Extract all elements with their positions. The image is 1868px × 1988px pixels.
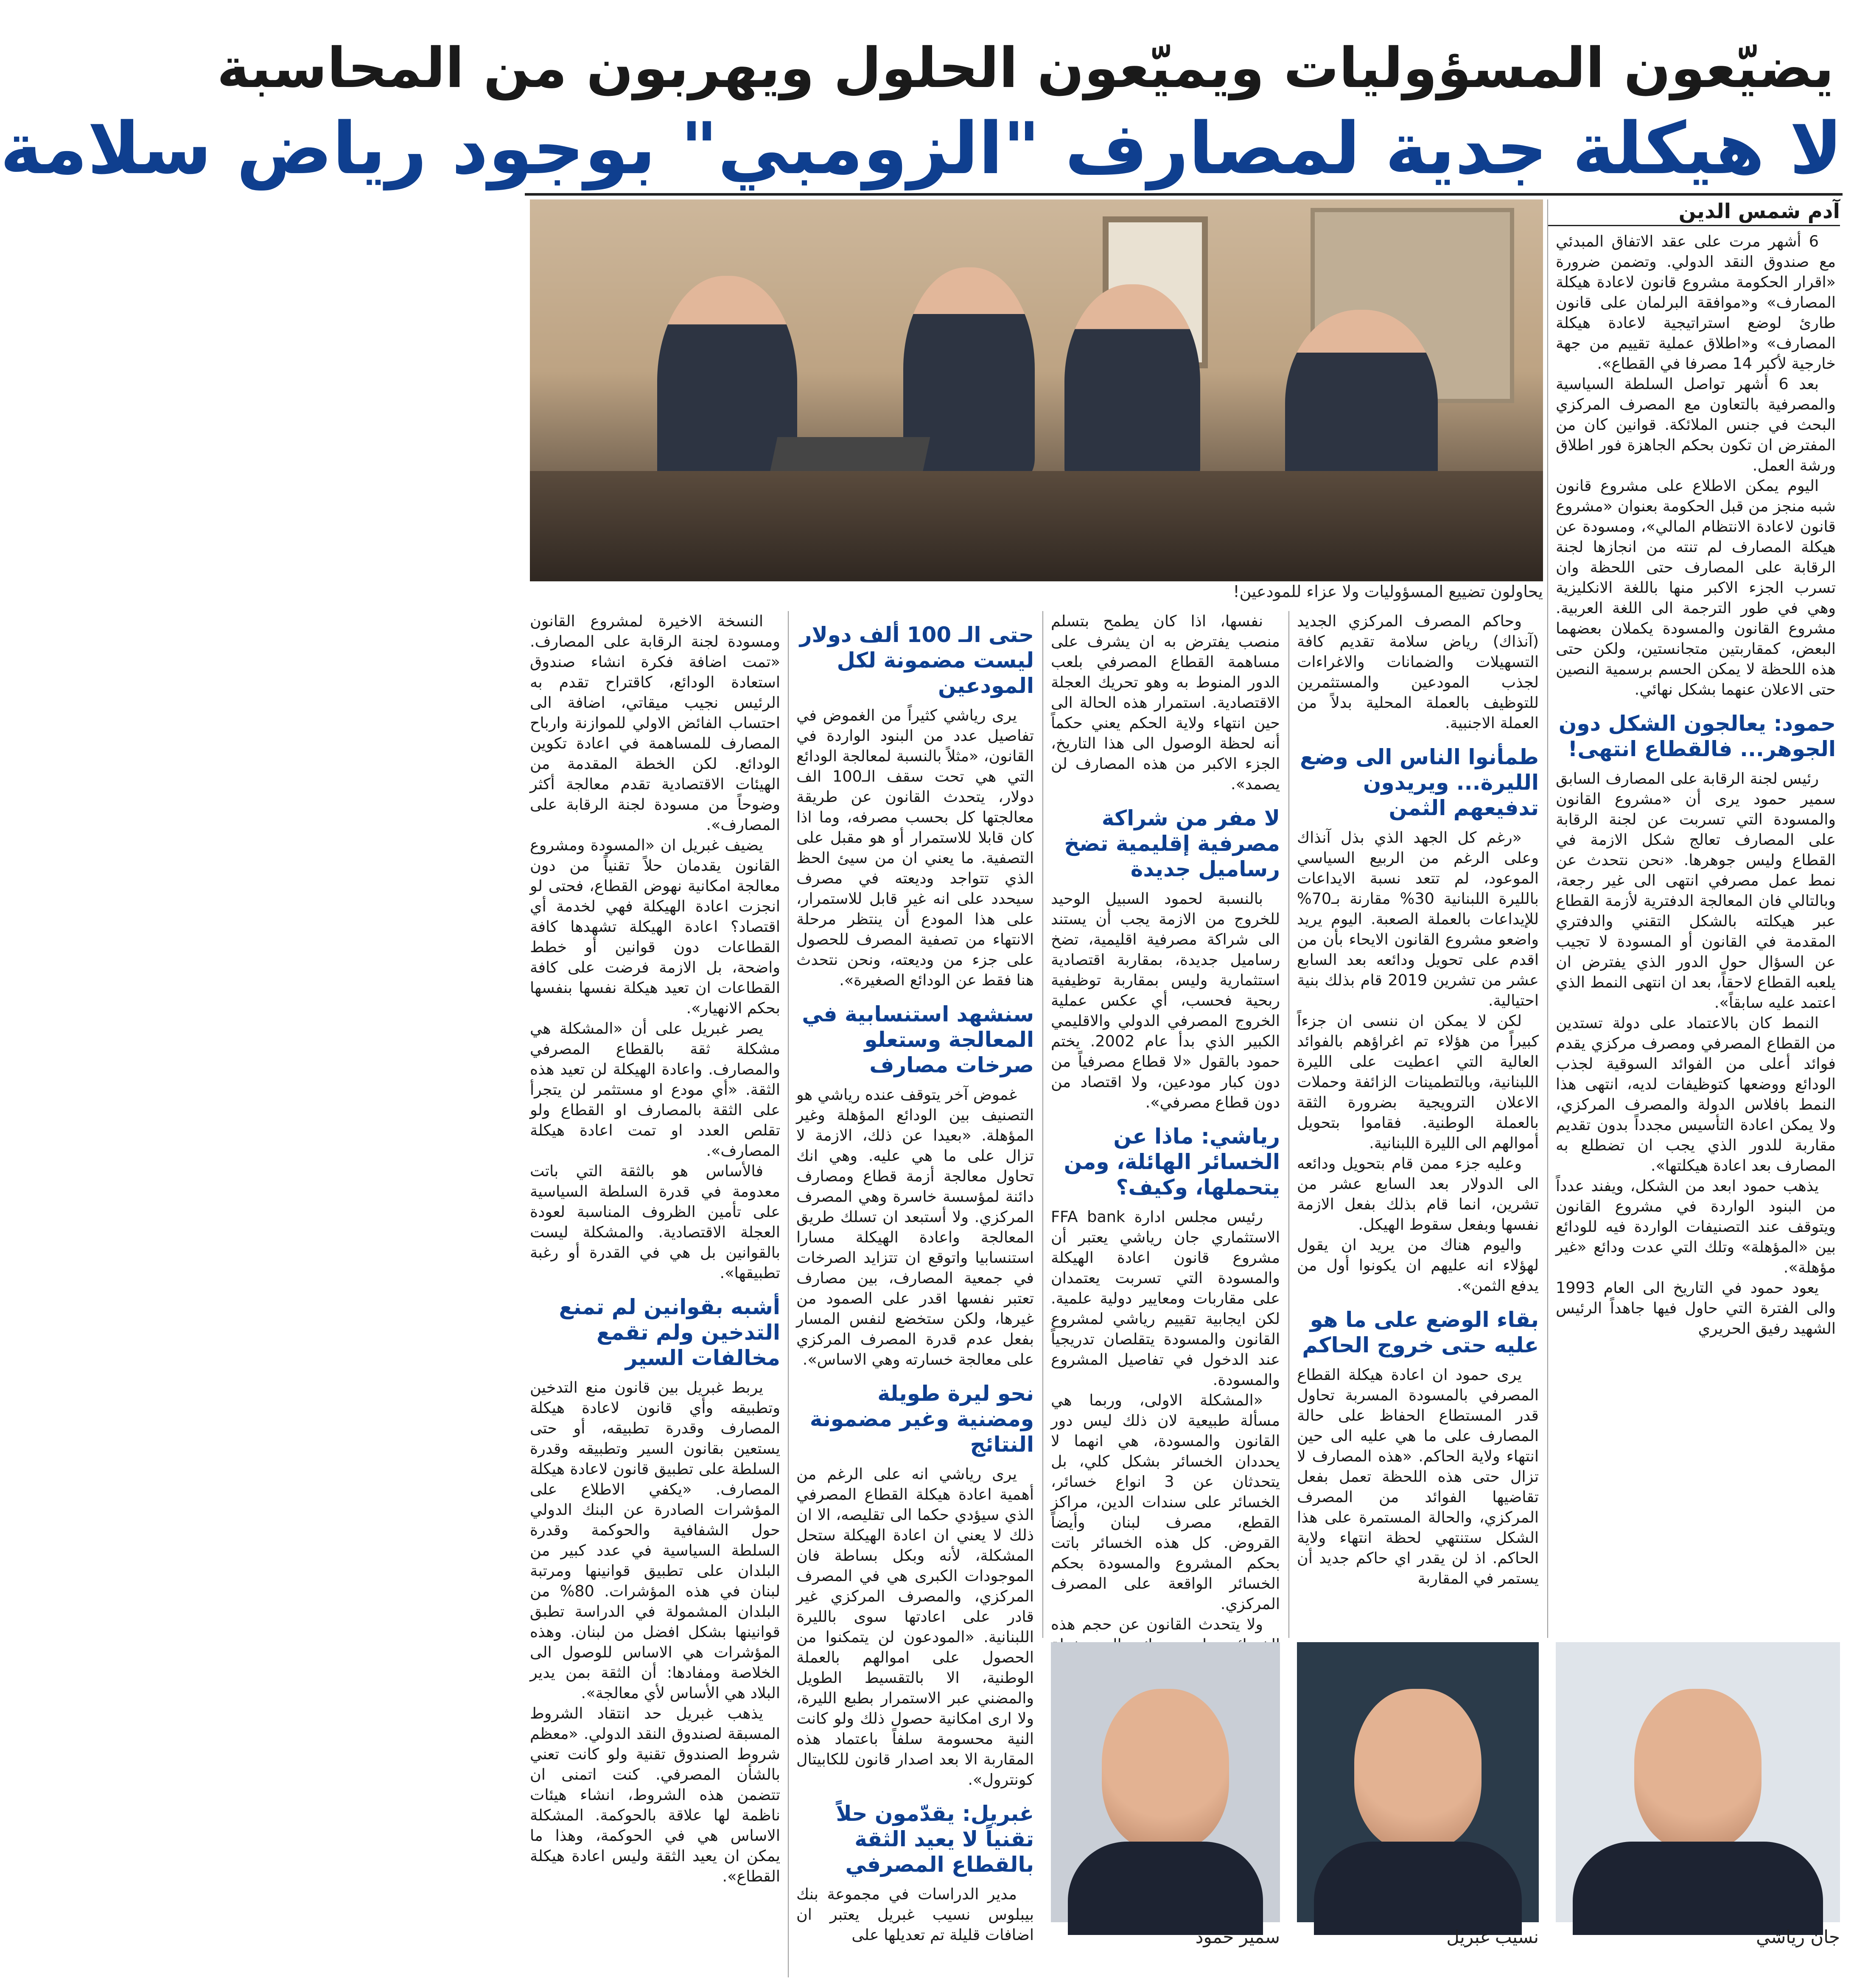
paragraph: يذهب غبريل حد انتقاد الشروط المسبقة لصندوق النقد الدولي. «معظم شروط الصندوق تقنية ولو كانت تعني بالشأن المصرفي. كنت اتمنى ان تتضمن هذه الشروط، انشاء هيئات ناظمة لها علاقة بالحوكمة. المشكلة الاساس هي في الحوكمة، وهذا ما يمكن ان يعيد الثقة وليس اعادة هيكلة القطاع». <box>530 1704 780 1885</box>
subheading: حتى الـ 100 ألف دولار ليست مضمونة لكل المودعين <box>799 622 1034 698</box>
face <box>1102 1689 1229 1850</box>
paragraph: ولا يتحدث القانون عن حجم هذه <box>1051 1615 1263 1633</box>
paragraph: غموض آخر يتوقف عنده رياشي هو التصنيف بين الودائع المؤهلة وغير المؤهلة. «بعيدا عن ذلك، الازمة لا تزال على ما هي عليه. وهي انك تحاول معالجة أزمة قطاع ومصارف دائنة لمؤسسة خاسرة وهي المصرف المركزي. ولا أستبعد ان تسلك طريق المعالجة واعادة الهيكلة مسارا استنسابيا واتوقع ان تتزايد الصرخات في جمعية المصارف، بين مصارف تعتبر نفسها اقدر على الصمود من غيرها، ولكن ستخضع لنفس المسار بفعل عدم قدرة المصرف المركزي على معالجة خسارته وهي الاساس». <box>796 1085 1034 1368</box>
column-divider <box>1042 611 1043 1638</box>
portrait-ghobril <box>1297 1642 1539 1922</box>
photo-caption: يحاولون تضييع المسؤوليات ولا عزاء للمودعين! <box>1233 582 1543 601</box>
paragraph: يذهب حمود ابعد من الشكل، ويفند عدداً من البنود الواردة في مشروع القانون ويتوقف عند التصنيفات الواردة فيه للودائع بين «المؤهلة» وتلك التي عدت ودائع «غير مؤهلة». <box>1556 1177 1836 1276</box>
paragraph: بعد 6 أشهر تواصل السلطة السياسية والمصرفية بالتعاون مع المصرف المركزي البحث في جنس الملائكة. قوانين كان من المفترض ان تكون بحكم الجاهزة فور اطلاق ورشة العمل. <box>1556 375 1836 474</box>
headline-rule <box>525 193 1843 196</box>
subheading: حمود: يعالجون الشكل دون الجوهر... فالقطاع انتهى! <box>1558 711 1836 761</box>
face <box>1354 1689 1482 1850</box>
article-column-2 <box>1297 611 1539 1638</box>
paragraph: 6 أشهر مرت على عقد الاتفاق المبدئي مع صندوق النقد الدولي. وتضمن ضرورة «اقرار الحكومة مشروع قانون لاعادة هيكلة المصارف» و«موافقة البرلمان على قانون طارئ لوضع استراتيجية لاعادة هيكلة المصارف» و«اطلاق عملية تقييم من جهة خارجية لأكبر 14 مصرفا في القطاع». <box>1556 232 1836 373</box>
face <box>1634 1689 1762 1850</box>
paragraph: «المشكلة الاولى، وربما هي مسألة طبيعية لان ذلك ليس دور القانون والمسودة، هي انهما لا يحددان الخسائر بشكل كلي، بل يتحدثان عن 3 انواع خسائر، الخسائر على سندات الدين، مراكز القطع، مصرف لبنان وأيضاً القروض. كل هذه الخسائر باتت بحكم المشروع والمسودة بحكم الخسائر الواقعة على المصرف المركزي. <box>1051 1391 1280 1613</box>
column-divider <box>788 611 789 1977</box>
article-column-4 <box>796 611 1034 1977</box>
byline: آدم شمس الدين <box>1547 199 1840 226</box>
column-divider <box>1547 199 1548 1638</box>
portrait-name: جان رياشي <box>1756 1926 1840 1947</box>
paragraph: وحاكم المصرف المركزي الجديد (آنذاك) رياض سلامة تقديم كافة التسهيلات والضمانات والاغراءات لجذب المودعين والمستثمرين للتوظيف بالعملة المحلية بدلاً من العملة الاجنبية. <box>1297 612 1539 732</box>
paragraph: يصر غبريل على أن «المشكلة هي مشكلة ثقة بالقطاع المصرفي والمصارف. واعادة الهيكلة لن تعيد هذه الثقة. «أي مودع او مستثمر لن يتجرأ على الثقة بالمصارف او القطاع ولو تقلص العدد او تمت اعادة هيكلة المصارف». <box>530 1019 780 1160</box>
subheading: غبريل: يقدّمون حلاً تقنياً لا يعيد الثقة بالقطاع المصرفي <box>836 1801 1034 1877</box>
paragraph: رئيس مجلس ادارة FFA bank الاستثماري جان رياشي يعتبر أن مشروع قانون اعادة الهيكلة والمسودة التي تسربت يعتمدان على مقاربات ومعايير دولية علمية. لكن ايجابية تقييم رياشي لمشروع القانون والمسودة يتقلصان تدريجياً عند الدخول في تفاصيل المشروع والمسودة. <box>1051 1208 1280 1389</box>
suit <box>1314 1842 1522 1935</box>
main-photo <box>530 199 1543 581</box>
paragraph: يرى رياشي انه على الرغم من أهمية اعادة هيكلة القطاع المصرفي الذي سيؤدي حكما الى تقليصه، الا ان ذلك لا يعني ان اعادة الهيكلة ستحل المشكلة، لأنه وبكل بساطة فان الموجودات الكبرى هي في المصرف المركزي، والمصرف المركزي غير قادر على اعادتها سوى بالليرة اللبنانية. «المودعون لن يتمكنوا من الحصول على اموالهم بالعملة الوطنية، الا بالتقسيط الطويل والمضني عبر الاستمرار بطبع الليرة، ولا ارى امكانية حصول ذلك ولو كانت النية محسومة سلفاً باعتماد هذه المقاربة الا بعد اصدار قانون للكابيتال كونترول». <box>796 1465 1034 1789</box>
paragraph: فالأساس هو بالثقة التي باتت معدومة في قدرة السلطة السياسية على تأمين الظروف المناسبة لعودة العجلة الاقتصادية. والمشكلة ليست بالقوانين بل هي في القدرة أو رغبة تطبيقها». <box>530 1162 780 1282</box>
paragraph: يربط غبريل بين قانون منع التدخين وتطبيقه وأي قانون لاعادة هيكلة المصارف وقدرة تطبيقه، أو حتى يستعين بقانون السير وتطبيقه وقدرة السلطة على تطبيق قانون لاعادة هيكلة المصارف. «يكفي الاطلاع على المؤشرات الصادرة عن البنك الدولي حول الشفافية والحوكمة وقدرة السلطة السياسية في عدد كبير من البلدان على تطبيق قوانينها ومرتبة لبنان في هذه المؤشرات. 80% من البلدان المشمولة في الدراسة تطبق قوانينها بشكل افضل من لبنان. وهذه المؤشرات هي الاساس للوصول الى الخلاصة ومفادها: أن الثقة بمن يدير البلاد هي الأساس لأي معالجة». <box>530 1378 780 1702</box>
paragraph: رئيس لجنة الرقابة على المصارف السابق سمير حمود يرى أن «مشروع القانون والمسودة التي تسربت عن لجنة الرقابة على المصارف تعالج شكل الازمة في القطاع وليس جوهرها. «نحن نتحدث عن نمط عمل مصرفي انتهى الى غير رجعة، وبالتالي فان المعالجة الدفترية لأزمة القطاع عبر هيكلته بالشكل التقني والدفتري المقدمة في القانون أو المسودة لا تجيب عن السؤال حول الدور الذي يفترض ان يلعبه القطاع لاحقاً، بعد ان انتهى النمط الذي اعتمد عليه سابقاً». <box>1556 769 1836 1012</box>
paragraph: النسخة الاخيرة لمشروع القانون ومسودة لجنة الرقابة على المصارف. «تمت اضافة فكرة انشاء صندوق استعادة الودائع، كاقتراح تقدم به الرئيس نجيب ميقاتي، اضافة الى احتساب الفائض الاولي للموازنة وارباح المصارف للمساهمة في اعادة تكوين الودائع. لكن الخطة المقدمة من الهيئات الاقتصادية تقدم معالجة أكثر وضوحاً من مسودة لجنة الرقابة على المصارف». <box>530 612 780 834</box>
subheading: لا مفر من شراكة مصرفية إقليمية تضخ رساميل جديدة <box>1064 806 1280 881</box>
article-column-1 <box>1556 231 1836 1636</box>
portrait-name: سمير حمود <box>1195 1926 1280 1947</box>
subheading: أشبه بقوانين لم تمنع التدخين ولم تقمع مخالفات السير <box>559 1295 780 1370</box>
portrait-name: نسيب غبريل <box>1446 1926 1539 1947</box>
subheading: رياشي: ماذا عن الخسائر الهائلة، ومن يتحملها، وكيف؟ <box>1064 1124 1280 1200</box>
paragraph: اليوم يمكن الاطلاع على مشروع قانون شبه منجز من قبل الحكومة بعنوان «مشروع قانون لاعادة الانتظام المالي»، ومسودة عن هيكلة المصارف لم تنته من انجازها لجنة الرقابة على المصارف حتى اللحظة وان تسرب الجزء الاكبر منها باللغة الانكليزية وهي في طور الترجمة الى اللغة العربية. مشروع القانون والمسودة يكملان بعضهما البعض، كمقاربتين متجانستين، ولكن حتى هذه اللحظة لا يمكن الحسم برسمية النصين حتى الاعلان عنهما بشكل نهائي. <box>1555 477 1836 698</box>
main-headline: لا هيكلة جدية لمصارف "الزومبي" بوجود رياض سلامة <box>0 107 1843 190</box>
paragraph: يرى حمود ان اعادة هيكلة القطاع المصرفي بالمسودة المسربة تحاول قدر المستطاع الحفاظ على حالة المصارف على ما هي عليه الى حين انتهاء ولاية الحاكم. «هذه المصارف لا تزال حتى هذه اللحظة تعمل بفعل تقاضيها الفوائد من المصرف المركزي، والحالة المستمرة على هذا الشكل ستنتهي لحظة انتهاء ولاية الحاكم. اذ لن يقدر اي حاكم جديد أن يستمر في المقاربة <box>1297 1366 1539 1587</box>
conference-table <box>530 471 1543 581</box>
paragraph: لكن لا يمكن ان ننسى ان جزءاً كبيراً من هؤلاء تم اغراؤهم بالفوائد العالية التي اعطيت على الليرة اللبنانية، وبالتطمينات الزائفة وحملات الاعلان الترويجية بضرورة الثقة بالعملة الوطنية. فقاموا بتحويل أموالهم الى الليرة اللبنانية. <box>1297 1012 1539 1152</box>
paragraph: «رغم كل الجهد الذي بذل آنذاك وعلى الرغم من الربيع السياسي الموعود، لم تتعد نسبة الايداعات بالليرة اللبنانية 30% مقارنة بـ70% للإيداعات بالعملة الصعبة. اليوم يريد واضعو مشروع القانون الايحاء بأن من اقدم على تحويل ودائعه بعد السابع عشر من تشرين 2019 قام بذلك بنية احتيالية. <box>1297 828 1539 1009</box>
paragraph: يضيف غبريل ان «المسودة ومشروع القانون يقدمان حلاً تقنياً من دون معالجة امكانية نهوض القطاع، فحتى لو انجزت اعادة الهيكلة فهي لخدمة أي اقتصاد؟ اعادة الهيكلة تشهدها كافة القطاعات دون قوانين أو خطط واضحة، بل الازمة فرضت على كافة القطاعات ان تعيد هيكلة نفسها بنفسها بحكم الانهيار». <box>530 836 780 1017</box>
article-column-5 <box>530 611 780 1977</box>
paragraph: يرى رياشي كثيراً من الغموض في تفاصيل عدد من البنود الواردة في القانون، «مثلاً بالنسبة لمعالجة الودائع التي هي تحت سقف الـ100 الف دولار، يتحدث القانون عن طريقة معالجتها كل بحسب مصرفه، وما اذا كان قابلا للاستمرار أو هو مقبل على التصفية. ما يعني ان من سيئ الحظ الذي تتواجد وديعته في مصرف سيحدد على انه غير قابل للاستمرار، على هذا المودع أن ينتظر مرحلة الانتهاء من تصفية المصرف للحصول على جزء من وديعته، ونحن نتحدث هنا فقط عن الودائع الصغيرة». <box>796 706 1034 989</box>
subheading: نحو ليرة طويلة ومضنية وغير مضمونة النتائج <box>809 1381 1034 1457</box>
paragraph: نفسها، اذا كان يطمح بتسلم منصب يفترض به ان يشرف على مساهمة القطاع المصرفي بلعب الدور المنوط به وهو تحريك العجلة الاقتصادية. استمرار هذه الحالة الى حين انتهاء ولاية الحكم يعني حكماً أنه لحظة الوصول الى هذا التاريخ، الجزء الاكبر من هذه المصارف لن يصمد». <box>1051 612 1280 793</box>
person-3 <box>1064 284 1200 488</box>
suit <box>1573 1842 1823 1935</box>
suit <box>1068 1842 1263 1935</box>
paragraph: وعليه جزء ممن قام بتحويل ودائعه الى الدولار بعد السابع عشر من تشرين، انما قام بذلك بفعل الازمة نفسها وبفعل سقوط الهيكل. <box>1297 1154 1539 1234</box>
article-column-3 <box>1051 611 1280 1638</box>
paragraph: يعود حمود في التاريخ الى العام 1993 والى الفترة التي حاول فيها جاهداً الرئيس الشهيد رفيق الحريري <box>1556 1279 1836 1337</box>
subheading: سنشهد استنسابية في المعالجة وستعلو صرخات مصارف <box>802 1002 1034 1077</box>
column-divider <box>1288 611 1289 1638</box>
paragraph: بالنسبة لحمود السبيل الوحيد للخروج من الازمة يجب أن يستند الى شراكة مصرفية اقليمية، تضخ رساميل جديدة، بمقاربة اقتصادية استثمارية وليس بمقاربة توظيفية ربحية فحسب، أي عكس عملية الخروج المصرفي الدولي والاقليمي الكبير الذي بدأ عام 2002. يختم حمود بالقول «لا قطاع مصرفياً من دون كبار مودعين، ولا اقتصاد من دون قطاع مصرفي». <box>1051 889 1280 1111</box>
headline-kicker: يضيّعون المسؤوليات ويميّعون الحلول ويهربون من المحاسبة <box>217 36 1834 100</box>
paragraph: مدير الدراسات في مجموعة بنك بيبلوس نسيب غبريل يعتبر ان اضافات قليلة تم تعديلها على <box>796 1885 1034 1944</box>
portrait-riachi <box>1556 1642 1840 1922</box>
subheading: بقاء الوضع على ما هو عليه حتى خروج الحاكم <box>1302 1307 1539 1357</box>
subheading: طمأنوا الناس الى وضع الليرة... ويريدون تدفيعهم الثمن <box>1299 745 1539 820</box>
portrait-hammoud <box>1051 1642 1280 1922</box>
paragraph: النمط كان بالاعتماد على دولة تستدين من القطاع المصرفي ومصرف مركزي يقدم فوائد أعلى من الفوائد السوقية لجذب الودائع ووضعها كتوظيفات لديه، انتهى هذا النمط بافلاس الدولة والمصرف المركزي، ولا يمكن اعادة التأسيس مجدداً بدون تقديم مقاربة للدور الذي يجب ان تضطلع به المصارف بعد اعادة هيكلتها». <box>1556 1014 1836 1175</box>
paragraph: واليوم هناك من يريد ان يقول لهؤلاء انه عليهم ان يكونوا أول من يدفع الثمن». <box>1297 1236 1539 1295</box>
